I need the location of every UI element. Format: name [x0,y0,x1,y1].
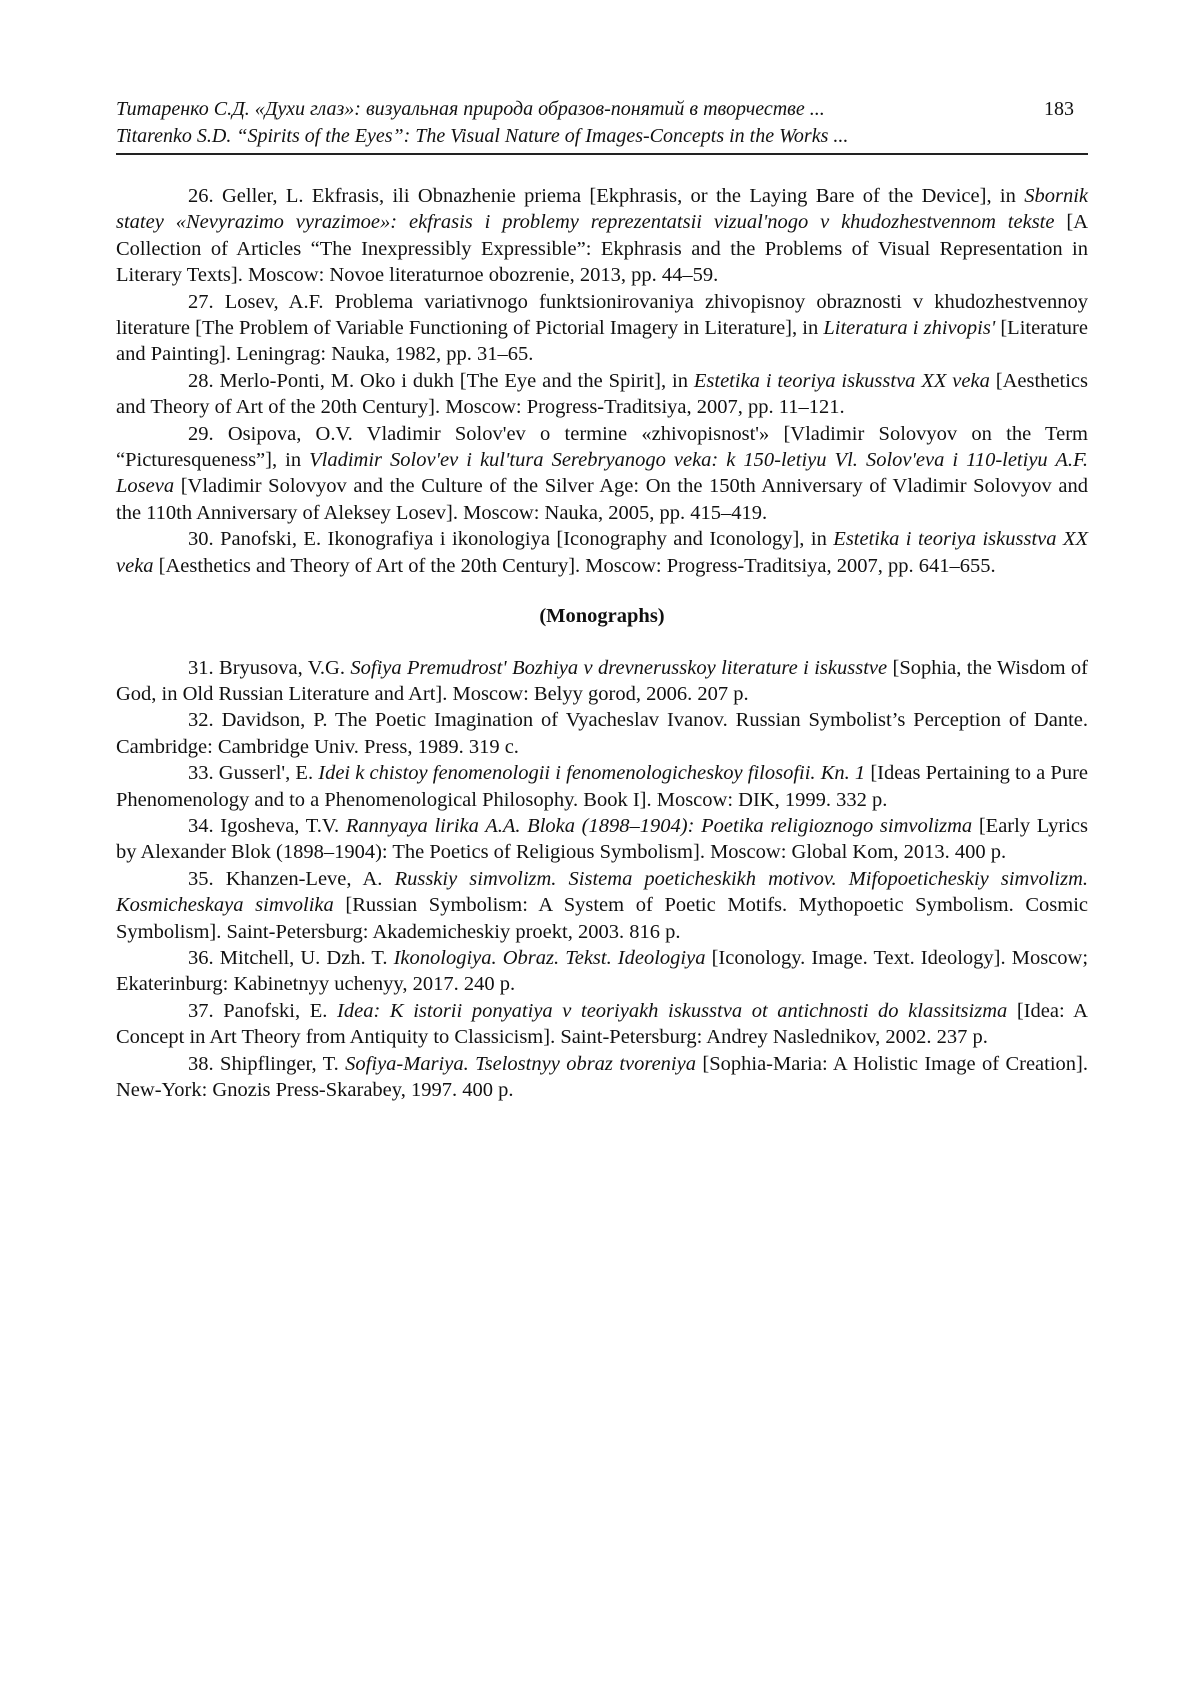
header-rule [116,153,1088,155]
reference-text: 33. Gusserl', E. [188,762,319,785]
page-number: 183 [1044,98,1074,120]
reference-title-italic: Sofiya Premudrost' Bozhiya v drevnerusskoy literature i iskusstve [350,656,888,679]
reference-item [116,421,1088,527]
running-head-ru: Титаренко С.Д. «Духи глаз»: визуальная природа образов-понятий в творчестве ... [116,98,825,120]
reference-text: [Ideas Pertaining to a Pure Phenomenology and to a Phenomenological Philosophy. Book I]. Moscow: DIK, 1999. 332 p. [116,762,1088,811]
reference-text: 38. Shipflinger, T. [188,1052,346,1075]
reference-text: 35. Khanzen-Leve, A. [188,867,395,890]
reference-list [116,183,1088,1103]
reference-title-italic: Idea: K istorii ponyatiya v teoriyakh iskusstva ot antichnosti do klassitsizma [337,999,1008,1022]
reference-item [116,998,1088,1051]
reference-item [116,368,1088,421]
reference-text: [Literature and Painting]. Leningrag: Nauka, 1982, pp. 31–65. [116,317,1088,366]
reference-text: [Idea: A Concept in Art Theory from Antiquity to Classicism]. Saint-Petersburg: Andrey Naslednikov, 2002. 237 p. [116,999,1088,1049]
reference-text: [Russian Symbolism: A System of Poetic Motifs. Mythopoetic Symbolism. Cosmic Symbolism]. Saint-Petersburg: Akademicheskiy proekt, 2003. 816 p. [116,894,1089,943]
reference-title-italic: Sbornik statey «Nevyrazimo vyrazimoe»: ekfrasis i problemy reprezentatsii vizual'nogo v khudozhestvennom tekste [116,185,1088,234]
reference-text: 37. Panofski, E. [188,999,338,1022]
reference-item [116,866,1088,945]
reference-text: 31. Bryusova, V.G. [188,656,351,679]
running-head-en: Titarenko S.D. “Spirits of the Eyes”: The Visual Nature of Images-Concepts in the Works ... [116,125,849,147]
reference-text: [Sophia, the Wisdom of God, in Old Russian Literature and Art]. Moscow: Belyy gorod, 2006. 207 p. [116,656,1088,705]
reference-item [116,707,1088,760]
reference-text: [Aesthetics and Theory of Art of the 20th Century]. Moscow: Progress-Traditsiya, 2007, pp. 11–121. [116,369,1088,419]
reference-item [116,655,1088,708]
references-monographs [116,655,1088,1104]
references-articles [116,183,1088,579]
reference-item [116,760,1088,813]
running-head [116,96,1088,150]
reference-text: [Iconology. Image. Text. Ideology]. Moscow; Ekaterinburg: Kabinetnyy uchenyy, 2017. 240 p. [116,946,1089,996]
reference-text: [Early Lyrics by Alexander Blok (1898–1904): The Poetics of Religious Symbolism]. Moscow: Global Kom, 2013. 400 p. [116,814,1088,864]
reference-title-italic: Literatura i zhivopis' [823,317,996,340]
reference-item [116,183,1088,289]
reference-item [116,526,1088,579]
reference-text: 34. Igosheva, T.V. [188,814,346,837]
reference-title-italic: Rannyaya lirika A.A. Bloka (1898–1904): Poetika religioznogo simvolizma [345,814,973,837]
reference-title-italic: Ikonologiya. Obraz. Tekst. Ideologiya [393,946,706,969]
reference-title-italic: Russkiy simvolizm. Sistema poeticheskikh motivov. Mifopoeticheskiy simvolizm. Kosmicheskaya simvolika [116,867,1088,917]
reference-text: 30. Panofski, E. Ikonografiya i ikonologiya [Iconography and Iconology], in [188,528,834,551]
reference-item [116,1051,1088,1104]
reference-title-italic: Idei k chistoy fenomenologii i fenomenologicheskoy filosofii. Kn. 1 [318,762,866,785]
reference-text: [A Collection of Articles “The Inexpressibly Expressible”: Ekphrasis and the Problems of Visual Representation in Literary Texts]. Moscow: Novoe literaturnoe obozrenie, 2013, pp. 44–59. [116,211,1088,287]
reference-title-italic: Vladimir Solov'ev i kul'tura Serebryanogo veka: k 150-letiyu Vl. Solov'eva i 110-letiyu A.F. Loseva [116,449,1088,498]
reference-text: [Aesthetics and Theory of Art of the 20th Century]. Moscow: Progress-Traditsiya, 2007, pp. 641–655. [153,554,996,577]
reference-item [116,813,1088,866]
reference-text: 28. Merlo-Ponti, M. Oko i dukh [The Eye and the Spirit], in [188,369,694,392]
reference-text: 29. Osipova, O.V. Vladimir Solov'ev o termine «zhivopisnost'» [Vladimir Solovyov on the Term “Picturesqueness”], in [116,422,1088,472]
reference-item [116,945,1088,998]
reference-title-italic: Estetika i teoriya iskusstva XX veka [693,369,990,392]
reference-title-italic: Sofiya-Mariya. Tselostnyy obraz tvoreniya [345,1052,696,1075]
reference-text: [Vladimir Solovyov and the Culture of the Silver Age: On the 150th Anniversary of Vladimir Solovyov and the 110th Anniversary of Aleksey Losev]. Moscow: Nauka, 2005, pp. 415–419. [116,475,1088,524]
reference-item [116,289,1088,368]
reference-text: 27. Losev, A.F. Problema variativnogo funktsionirovaniya zhivopisnoy obraznosti v khudozhestvennoy literature [The Problem of Variable Functioning of Pictorial Imagery in Literature], in [116,290,1088,340]
section-title: (Monographs) [539,605,665,628]
reference-text: [Sophia-Maria: A Holistic Image of Creation]. New-York: Gnozis Press-Skarabey, 1997. 400 p. [116,1052,1088,1101]
reference-text: 32. Davidson, P. The Poetic Imagination of Vyacheslav Ivanov. Russian Symbolist’s Perception of Dante. Cambridge: Cambridge Univ. Press, 1989. 319 c. [116,709,1088,758]
reference-text: 36. Mitchell, U. Dzh. T. [188,946,394,969]
reference-text: 26. Geller, L. Ekfrasis, ili Obnazhenie priema [Ekphrasis, or the Laying Bare of the Device], in [188,185,1025,207]
page [116,96,1088,1103]
reference-title-italic: Estetika i teoriya iskusstva XX veka [116,528,1088,577]
